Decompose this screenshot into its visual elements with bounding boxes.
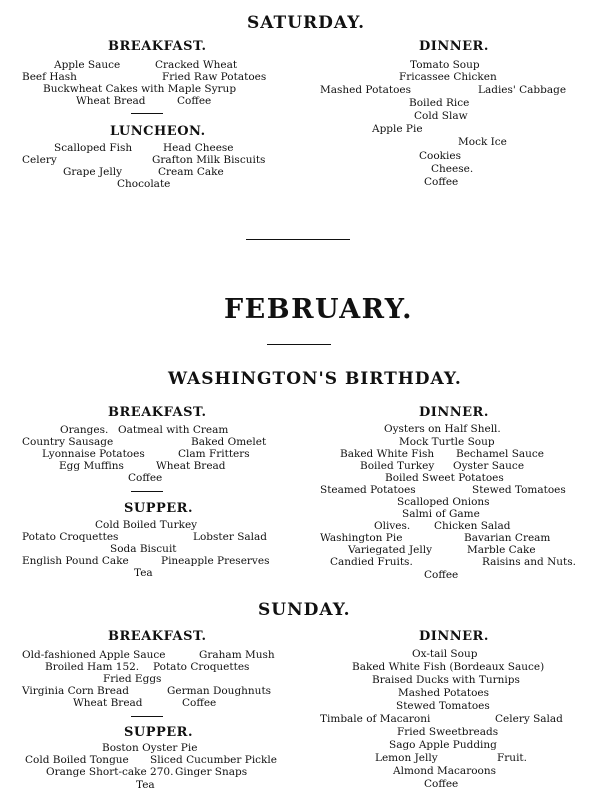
menu-item: Mock Ice <box>458 136 507 148</box>
menu-item: Coffee <box>424 569 459 581</box>
menu-item: Virginia Corn Bread <box>22 685 129 697</box>
menu-item: Cracked Wheat <box>155 59 238 71</box>
menu-item: Potato Croquettes <box>22 531 119 543</box>
menu-item: Fried Eggs <box>103 673 162 685</box>
sunday-breakfast-heading: BREAKFAST. <box>108 629 207 644</box>
menu-item: Lyonnaise Potatoes <box>42 448 145 460</box>
menu-item: Baked Omelet <box>191 436 267 448</box>
section-divider <box>131 491 163 492</box>
menu-item: Oysters on Half Shell. <box>384 423 501 435</box>
menu-item: Mashed Potatoes <box>320 84 412 96</box>
menu-item: Salmi of Game <box>402 508 480 520</box>
menu-item: Steamed Potatoes <box>320 484 416 496</box>
menu-item: Boiled Sweet Potatoes <box>385 472 504 484</box>
menu-item: Celery <box>22 154 57 166</box>
menu-item: Olives. <box>374 520 411 532</box>
menu-item: Potato Croquettes <box>153 661 250 673</box>
menu-item: Boiled Turkey <box>360 460 435 472</box>
sunday-supper-heading: SUPPER. <box>124 725 194 740</box>
saturday-title: SATURDAY. <box>247 13 366 33</box>
menu-item: Mashed Potatoes <box>398 687 490 699</box>
saturday-luncheon-heading: LUNCHEON. <box>110 124 206 139</box>
menu-item: Tea <box>134 567 153 579</box>
menu-item: Head Cheese <box>163 142 234 154</box>
menu-item: Wheat Bread <box>73 697 143 709</box>
washington-title: WASHINGTON'S BIRTHDAY. <box>168 369 462 389</box>
menu-item: Wheat Bread <box>156 460 226 472</box>
menu-item: Soda Biscuit <box>110 543 177 555</box>
menu-item: Ladies' Cabbage <box>478 84 567 96</box>
menu-item: Cheese. <box>431 163 474 175</box>
menu-item: Candied Fruits. <box>330 556 413 568</box>
menu-item: Oyster Sauce <box>453 460 525 472</box>
saturday-dinner-heading: DINNER. <box>419 39 489 54</box>
menu-item: Oatmeal with Cream <box>118 424 229 436</box>
menu-item: Fried Raw Potatoes <box>162 71 267 83</box>
section-divider <box>267 344 331 345</box>
menu-item: Boiled Rice <box>409 97 470 109</box>
menu-item: Grafton Milk Biscuits <box>152 154 266 166</box>
menu-item: Ox-tail Soup <box>412 648 478 660</box>
menu-item: Beef Hash <box>22 71 77 83</box>
menu-item: Variegated Jelly <box>348 544 433 556</box>
menu-item: Chocolate <box>117 178 171 190</box>
menu-item: Tomato Soup <box>410 59 480 71</box>
menu-item: Baked White Fish <box>340 448 435 460</box>
menu-item: Stewed Tomatoes <box>472 484 566 496</box>
menu-item: Tea <box>136 779 155 791</box>
menu-item: Coffee <box>424 778 459 790</box>
menu-item: Cold Boiled Turkey <box>95 519 198 531</box>
menu-item: Bechamel Sauce <box>456 448 545 460</box>
menu-item: Braised Ducks with Turnips <box>372 674 520 686</box>
menu-item: Coffee <box>424 176 459 188</box>
menu-item: German Doughnuts <box>167 685 272 697</box>
menu-item: Celery Salad <box>495 713 563 725</box>
menu-item: Timbale of Macaroni <box>320 713 431 725</box>
menu-item: Stewed Tomatoes <box>396 700 490 712</box>
menu-item: Wheat Bread <box>76 95 146 107</box>
menu-item: Graham Mush <box>199 649 275 661</box>
menu-item: Cold Slaw <box>414 110 468 122</box>
menu-item: Pineapple Preserves <box>161 555 270 567</box>
menu-item: Apple Pie <box>372 123 423 135</box>
menu-item: Grape Jelly <box>63 166 123 178</box>
section-divider <box>246 239 350 240</box>
washington-dinner-heading: DINNER. <box>419 405 489 420</box>
menu-item: Fricassee Chicken <box>399 71 497 83</box>
washington-breakfast-heading: BREAKFAST. <box>108 405 207 420</box>
menu-item: Washington Pie <box>320 532 403 544</box>
menu-item: Cold Boiled Tongue <box>25 754 129 766</box>
menu-item: Sago Apple Pudding <box>389 739 497 751</box>
menu-item: Fried Sweetbreads <box>397 726 499 738</box>
menu-item: Chicken Salad <box>434 520 511 532</box>
menu-item: Orange Short-cake 270. <box>46 766 174 778</box>
menu-item: Buckwheat Cakes with Maple Syrup <box>43 83 237 95</box>
saturday-breakfast-heading: BREAKFAST. <box>108 39 207 54</box>
menu-item: Lobster Salad <box>193 531 267 543</box>
menu-item: Mock Turtle Soup <box>399 436 495 448</box>
menu-item: Sliced Cucumber Pickle <box>150 754 277 766</box>
menu-item: Baked White Fish (Bordeaux Sauce) <box>352 661 545 673</box>
menu-item: Old-fashioned Apple Sauce <box>22 649 166 661</box>
menu-item: Raisins and Nuts. <box>482 556 576 568</box>
menu-item: English Pound Cake <box>22 555 129 567</box>
menu-item: Oranges. <box>60 424 109 436</box>
menu-item: Cookies <box>419 150 461 162</box>
section-divider <box>131 716 163 717</box>
section-divider <box>131 113 163 114</box>
menu-item: Ginger Snaps <box>175 766 248 778</box>
menu-item: Broiled Ham 152. <box>45 661 140 673</box>
menu-item: Coffee <box>128 472 163 484</box>
sunday-dinner-heading: DINNER. <box>419 629 489 644</box>
menu-item: Marble Cake <box>467 544 536 556</box>
menu-item: Coffee <box>182 697 217 709</box>
menu-item: Cream Cake <box>158 166 224 178</box>
menu-item: Coffee <box>177 95 212 107</box>
menu-item: Bavarian Cream <box>464 532 551 544</box>
month-title: FEBRUARY. <box>224 294 413 325</box>
washington-supper-heading: SUPPER. <box>124 501 194 516</box>
menu-item: Lemon Jelly <box>375 752 438 764</box>
menu-item: Scalloped Fish <box>54 142 133 154</box>
menu-item: Fruit. <box>497 752 527 764</box>
menu-item: Clam Fritters <box>178 448 250 460</box>
menu-item: Boston Oyster Pie <box>102 742 198 754</box>
menu-item: Apple Sauce <box>54 59 121 71</box>
menu-item: Country Sausage <box>22 436 114 448</box>
menu-item: Egg Muffins <box>59 460 124 472</box>
menu-item: Scalloped Onions <box>397 496 490 508</box>
sunday-title: SUNDAY. <box>258 600 351 620</box>
menu-item: Almond Macaroons <box>393 765 497 777</box>
